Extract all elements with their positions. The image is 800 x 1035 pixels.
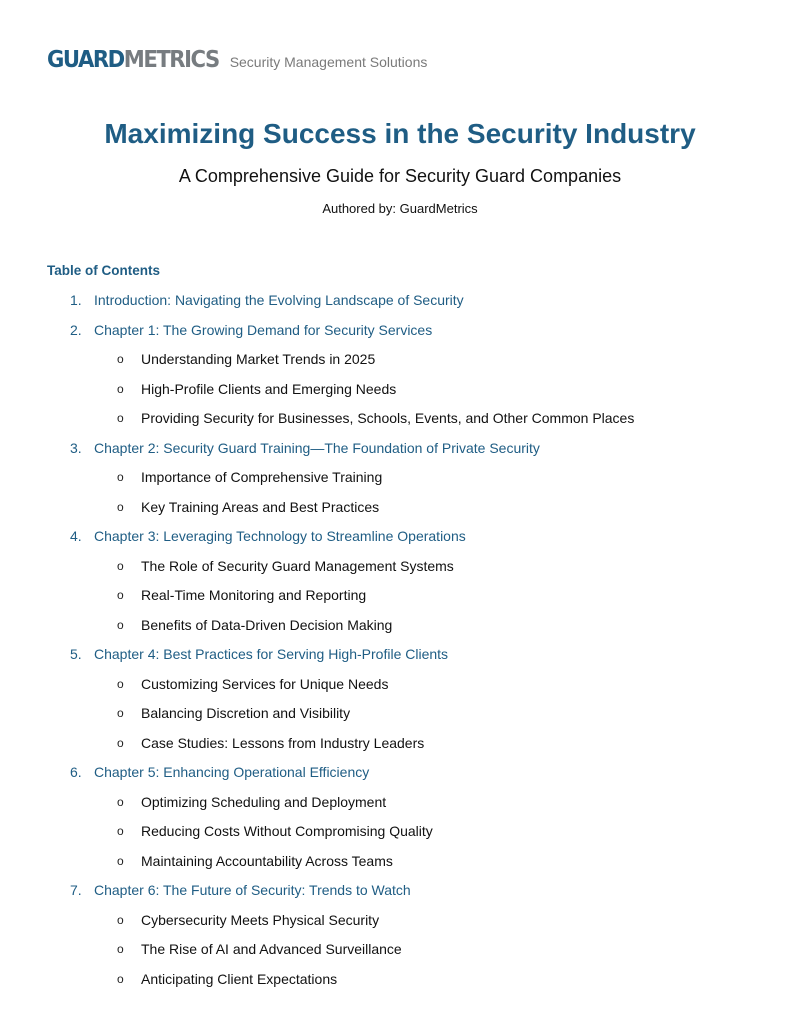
circle-bullet-icon: o xyxy=(117,470,124,484)
toc-chapter-row xyxy=(0,286,800,316)
circle-bullet-icon: o xyxy=(117,617,124,632)
toc-chapter-number: 5. xyxy=(70,646,82,662)
circle-bullet-icon: o xyxy=(117,853,124,868)
page-title: Maximizing Success in the Security Industry xyxy=(104,118,696,149)
toc-subsection-row xyxy=(0,345,800,375)
toc-chapter-link[interactable]: Chapter 3: Leveraging Technology to Streamline Operations xyxy=(94,528,466,544)
toc-subsection-text: Anticipating Client Expectations xyxy=(141,970,338,987)
toc-subsection-text: High-Profile Clients and Emerging Needs xyxy=(141,380,397,397)
toc-chapter-row xyxy=(0,876,800,906)
toc-chapter-number: 4. xyxy=(70,528,82,544)
toc-subsection-row xyxy=(0,729,800,759)
toc-chapter-row xyxy=(0,522,800,552)
author-line: Authored by: GuardMetrics xyxy=(322,201,478,216)
table-of-contents xyxy=(0,286,800,994)
circle-bullet-icon: o xyxy=(117,676,124,691)
toc-chapter-link[interactable]: Chapter 5: Enhancing Operational Efficiency xyxy=(94,764,370,780)
toc-chapter-number: 2. xyxy=(70,321,82,338)
circle-bullet-icon: o xyxy=(117,794,124,809)
toc-subsection-row xyxy=(0,788,800,818)
toc-subsection-text: Customizing Services for Unique Needs xyxy=(141,675,389,692)
toc-subsection-text: Balancing Discretion and Visibility xyxy=(141,705,351,721)
toc-subsection-text: Providing Security for Businesses, Schools, Events, and Other Common Places xyxy=(141,410,635,426)
toc-heading: Table of Contents xyxy=(47,263,160,278)
toc-subsection-row xyxy=(0,935,800,965)
toc-subsection-text: Case Studies: Lessons from Industry Leaders xyxy=(141,734,425,751)
circle-bullet-icon: o xyxy=(117,381,124,396)
toc-chapter-number: 6. xyxy=(70,764,82,780)
toc-subsection-row xyxy=(0,699,800,729)
toc-chapter-number: 7. xyxy=(70,882,82,898)
circle-bullet-icon: o xyxy=(117,824,124,838)
toc-subsection-text: Understanding Market Trends in 2025 xyxy=(141,351,376,367)
toc-chapter-link[interactable]: Chapter 4: Best Practices for Serving High-Profile Clients xyxy=(94,646,449,662)
logo-part-metrics: METRICS xyxy=(123,47,219,73)
toc-chapter-link[interactable]: Chapter 1: The Growing Demand for Security Services xyxy=(94,321,433,338)
logo-tagline: Security Management Solutions xyxy=(229,54,428,70)
toc-subsection-text: Cybersecurity Meets Physical Security xyxy=(141,911,380,928)
toc-chapter-row xyxy=(0,434,800,464)
circle-bullet-icon: o xyxy=(117,735,124,750)
toc-subsection-row xyxy=(0,611,800,641)
logo-part-guard: GUARD xyxy=(47,47,124,73)
document-header xyxy=(47,47,427,73)
circle-bullet-icon: o xyxy=(117,352,124,366)
toc-subsection-row xyxy=(0,404,800,434)
circle-bullet-icon: o xyxy=(117,706,124,720)
toc-subsection-text: The Rise of AI and Advanced Surveillance xyxy=(141,941,402,957)
toc-subsection-row xyxy=(0,552,800,582)
toc-subsection-row xyxy=(0,493,800,523)
toc-subsection-text: The Role of Security Guard Management Systems xyxy=(141,557,454,574)
toc-chapter-row xyxy=(0,758,800,788)
toc-subsection-text: Benefits of Data-Driven Decision Making xyxy=(141,616,393,633)
toc-subsection-row xyxy=(0,906,800,936)
toc-subsection-row xyxy=(0,965,800,995)
page-subtitle: A Comprehensive Guide for Security Guard Companies xyxy=(178,166,622,186)
circle-bullet-icon: o xyxy=(117,971,124,986)
toc-subsection-text: Real-Time Monitoring and Reporting xyxy=(141,587,367,603)
toc-subsection-row xyxy=(0,463,800,493)
toc-subsection-row xyxy=(0,817,800,847)
circle-bullet-icon: o xyxy=(117,499,124,514)
toc-subsection-text: Maintaining Accountability Across Teams xyxy=(141,852,393,869)
toc-subsection-text: Importance of Comprehensive Training xyxy=(141,469,383,485)
toc-subsection-row xyxy=(0,847,800,877)
guardmetrics-logo xyxy=(47,47,219,73)
toc-chapter-link[interactable]: Introduction: Navigating the Evolving Landscape of Security xyxy=(94,292,464,308)
circle-bullet-icon: o xyxy=(117,912,124,927)
toc-chapter-row xyxy=(0,640,800,670)
circle-bullet-icon: o xyxy=(117,411,124,425)
toc-subsection-row xyxy=(0,670,800,700)
toc-chapter-link[interactable]: Chapter 2: Security Guard Training—The Foundation of Private Security xyxy=(94,439,540,456)
toc-chapter-number: 1. xyxy=(70,292,82,308)
toc-subsection-text: Optimizing Scheduling and Deployment xyxy=(141,793,387,810)
toc-subsection-text: Reducing Costs Without Compromising Quality xyxy=(141,823,433,839)
circle-bullet-icon: o xyxy=(117,942,124,956)
toc-chapter-number: 3. xyxy=(70,439,82,456)
circle-bullet-icon: o xyxy=(117,588,124,602)
circle-bullet-icon: o xyxy=(117,558,124,573)
toc-chapter-link[interactable]: Chapter 6: The Future of Security: Trends to Watch xyxy=(94,882,411,898)
toc-chapter-row xyxy=(0,316,800,346)
toc-subsection-row xyxy=(0,581,800,611)
toc-subsection-text: Key Training Areas and Best Practices xyxy=(141,498,380,515)
toc-subsection-row xyxy=(0,375,800,405)
